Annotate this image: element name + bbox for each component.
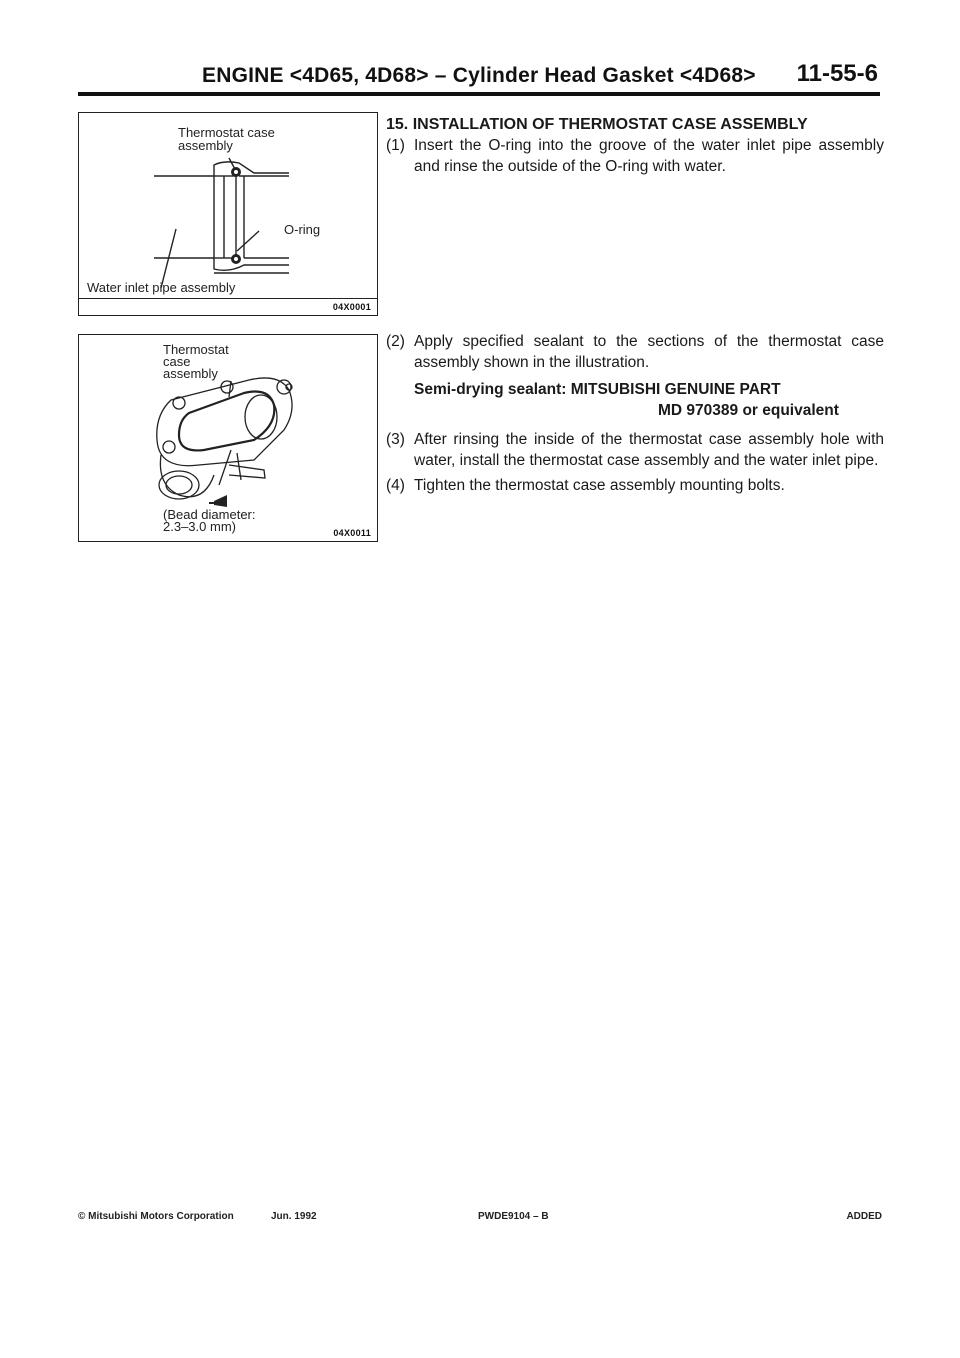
page-title: ENGINE <4D65, 4D68> – Cylinder Head Gasket <4D68> [202,64,756,87]
label-assembly-2: assembly [163,366,218,381]
label-bead-diameter: (Bead diameter: [163,507,256,522]
header-rule [78,92,880,96]
step-3 [386,429,884,471]
step-4 [386,475,884,496]
figure-sealant-application [78,334,378,542]
step-3-number: (3) [386,431,405,448]
label-water-inlet-pipe: Water inlet pipe assembly [87,280,236,295]
page-header [78,58,878,92]
step-3-text: After rinsing the inside of the thermostat case assembly hole with water, install the thermostat case assembly and the water inlet pipe. [414,431,884,469]
sealant-spec-line1: Semi-drying sealant: MITSUBISHI GENUINE PART [414,381,781,398]
footer-copyright: © Mitsubishi Motors Corporation [78,1211,234,1222]
step-1-number: (1) [386,137,405,154]
label-bead-range: 2.3–3.0 mm) [163,519,236,534]
section-install-thermostat [386,114,884,177]
step-4-number: (4) [386,477,405,494]
label-thermostat-case: Thermostat case [178,125,275,140]
step-2-number: (2) [386,333,405,350]
figure-code: 04X0001 [332,302,371,312]
section-title: 15. INSTALLATION OF THERMOSTAT CASE ASSEMBLY [386,116,808,133]
step-2-text: Apply specified sealant to the sections of the thermostat case assembly shown in the illustration. [414,333,884,371]
label-assembly: assembly [178,138,233,153]
sealant-spec-line2: MD 970389 or equivalent [658,402,839,419]
page-number: 11-55-6 [796,60,878,87]
step-1-text: Insert the O-ring into the groove of the water inlet pipe assembly and rinse the outside of the O-ring with water. [414,137,884,175]
label-case: case [163,354,191,369]
step-1 [386,135,884,177]
label-oring: O-ring [284,222,321,237]
step-4-text: Tighten the thermostat case assembly mounting bolts. [414,477,785,494]
label-thermostat: Thermostat [163,342,229,357]
figure-oring-installation [78,112,378,316]
figure-code-rule [79,298,377,299]
sealant-spec [386,379,884,421]
footer-status: ADDED [846,1211,882,1222]
sealant-steps [386,331,884,496]
footer-date: Jun. 1992 [271,1211,317,1222]
footer-doc-code: PWDE9104 – B [478,1211,549,1222]
step-2 [386,331,884,373]
figure-code-2: 04X0011 [333,528,371,538]
